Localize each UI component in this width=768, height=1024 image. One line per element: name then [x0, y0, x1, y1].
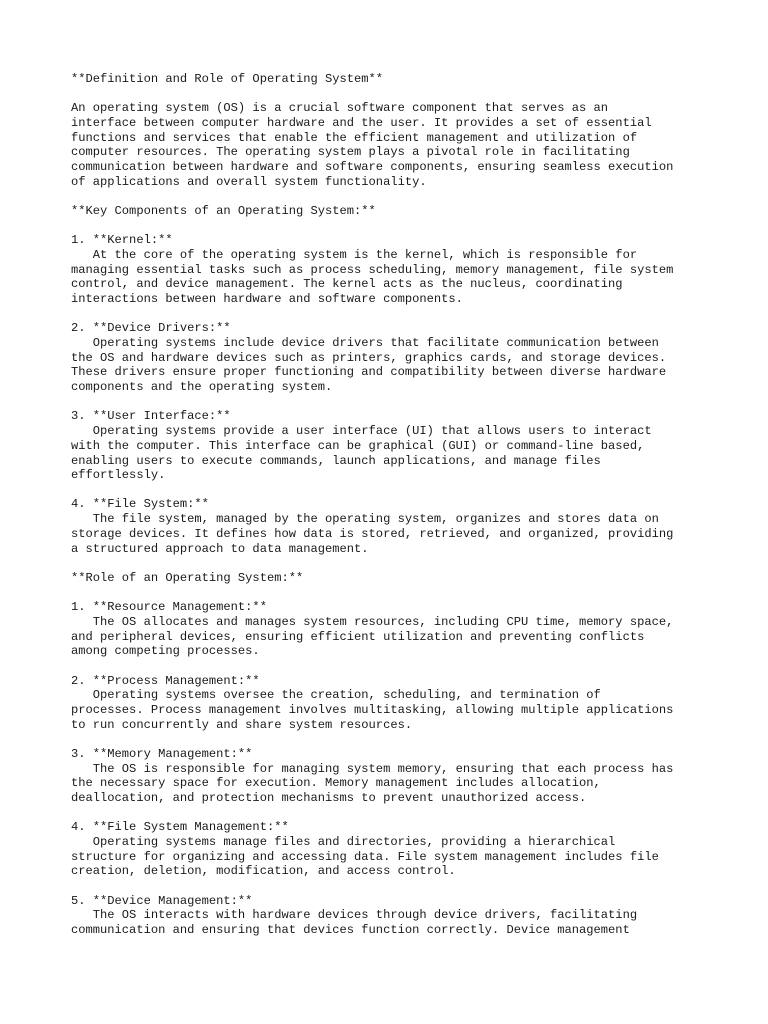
paragraph-line: structure for organizing and accessing data. File system management includes file	[71, 850, 659, 864]
paragraph-line: with the computer. This interface can be graphical (GUI) or command-line based,	[71, 439, 645, 453]
paragraph-line: processes. Process management involves multitasking, allowing multiple applications	[71, 703, 674, 717]
item-heading: 2. **Process Management:**	[71, 674, 260, 688]
paragraph-line: enabling users to execute commands, launch applications, and manage files	[71, 454, 601, 468]
paragraph-line: Operating systems provide a user interface (UI) that allows users to interact	[71, 424, 652, 438]
item-heading: 4. **File System Management:**	[71, 820, 289, 834]
paragraph-line: the necessary space for execution. Memory management includes allocation,	[71, 776, 601, 790]
paragraph-line: Operating systems include device drivers that facilitate communication between	[71, 336, 659, 350]
paragraph-line: At the core of the operating system is the kernel, which is responsible for	[71, 248, 638, 262]
paragraph-line: effortlessly.	[71, 468, 166, 482]
item-heading: 4. **File System:**	[71, 497, 209, 511]
paragraph-line: to run concurrently and share system resources.	[71, 718, 413, 732]
paragraph-line: These drivers ensure proper functioning and compatibility between diverse hardware	[71, 365, 667, 379]
paragraph-line: the OS and hardware devices such as printers, graphics cards, and storage devices.	[71, 351, 667, 365]
paragraph-line: functions and services that enable the efficient management and utilization of	[71, 131, 638, 145]
paragraph-line: computer resources. The operating system plays a pivotal role in facilitating	[71, 145, 630, 159]
paragraph-line: of applications and overall system functionality.	[71, 175, 427, 189]
item-heading: 1. **Kernel:**	[71, 233, 173, 247]
paragraph-line: An operating system (OS) is a crucial software component that serves as an	[71, 101, 609, 115]
item-heading: 1. **Resource Management:**	[71, 600, 267, 614]
paragraph-line: among competing processes.	[71, 644, 260, 658]
item-heading: 5. **Device Management:**	[71, 894, 253, 908]
paragraph-line: deallocation, and protection mechanisms to prevent unauthorized access.	[71, 791, 587, 805]
paragraph-line: communication between hardware and software components, ensuring seamless execution	[71, 160, 674, 174]
document-title: **Definition and Role of Operating System**	[71, 72, 384, 86]
item-heading: 2. **Device Drivers:**	[71, 321, 231, 335]
paragraph-line: The file system, managed by the operating system, organizes and stores data on	[71, 512, 659, 526]
item-heading: 3. **Memory Management:**	[71, 747, 253, 761]
paragraph-line: components and the operating system.	[71, 380, 333, 394]
paragraph-line: creation, deletion, modification, and access control.	[71, 864, 456, 878]
paragraph-line: The OS interacts with hardware devices through device drivers, facilitating	[71, 908, 638, 922]
section-heading: **Key Components of an Operating System:**	[71, 204, 376, 218]
paragraph-line: The OS allocates and manages system resources, including CPU time, memory space,	[71, 615, 674, 629]
paragraph-line: storage devices. It defines how data is stored, retrieved, and organized, providing	[71, 527, 674, 541]
paragraph-line: interface between computer hardware and the user. It provides a set of essential	[71, 116, 652, 130]
paragraph-line: a structured approach to data management.	[71, 542, 369, 556]
paragraph-line: communication and ensuring that devices function correctly. Device management	[71, 923, 630, 937]
item-heading: 3. **User Interface:**	[71, 409, 231, 423]
paragraph-line: control, and device management. The kernel acts as the nucleus, coordinating	[71, 277, 623, 291]
paragraph-line: interactions between hardware and software components.	[71, 292, 463, 306]
paragraph-line: The OS is responsible for managing system memory, ensuring that each process has	[71, 762, 674, 776]
section-heading: **Role of an Operating System:**	[71, 571, 304, 585]
paragraph-line: Operating systems oversee the creation, scheduling, and termination of	[71, 688, 601, 702]
paragraph-line: and peripheral devices, ensuring efficient utilization and preventing conflicts	[71, 630, 645, 644]
paragraph-line: managing essential tasks such as process scheduling, memory management, file system	[71, 263, 674, 277]
paragraph-line: Operating systems manage files and directories, providing a hierarchical	[71, 835, 616, 849]
